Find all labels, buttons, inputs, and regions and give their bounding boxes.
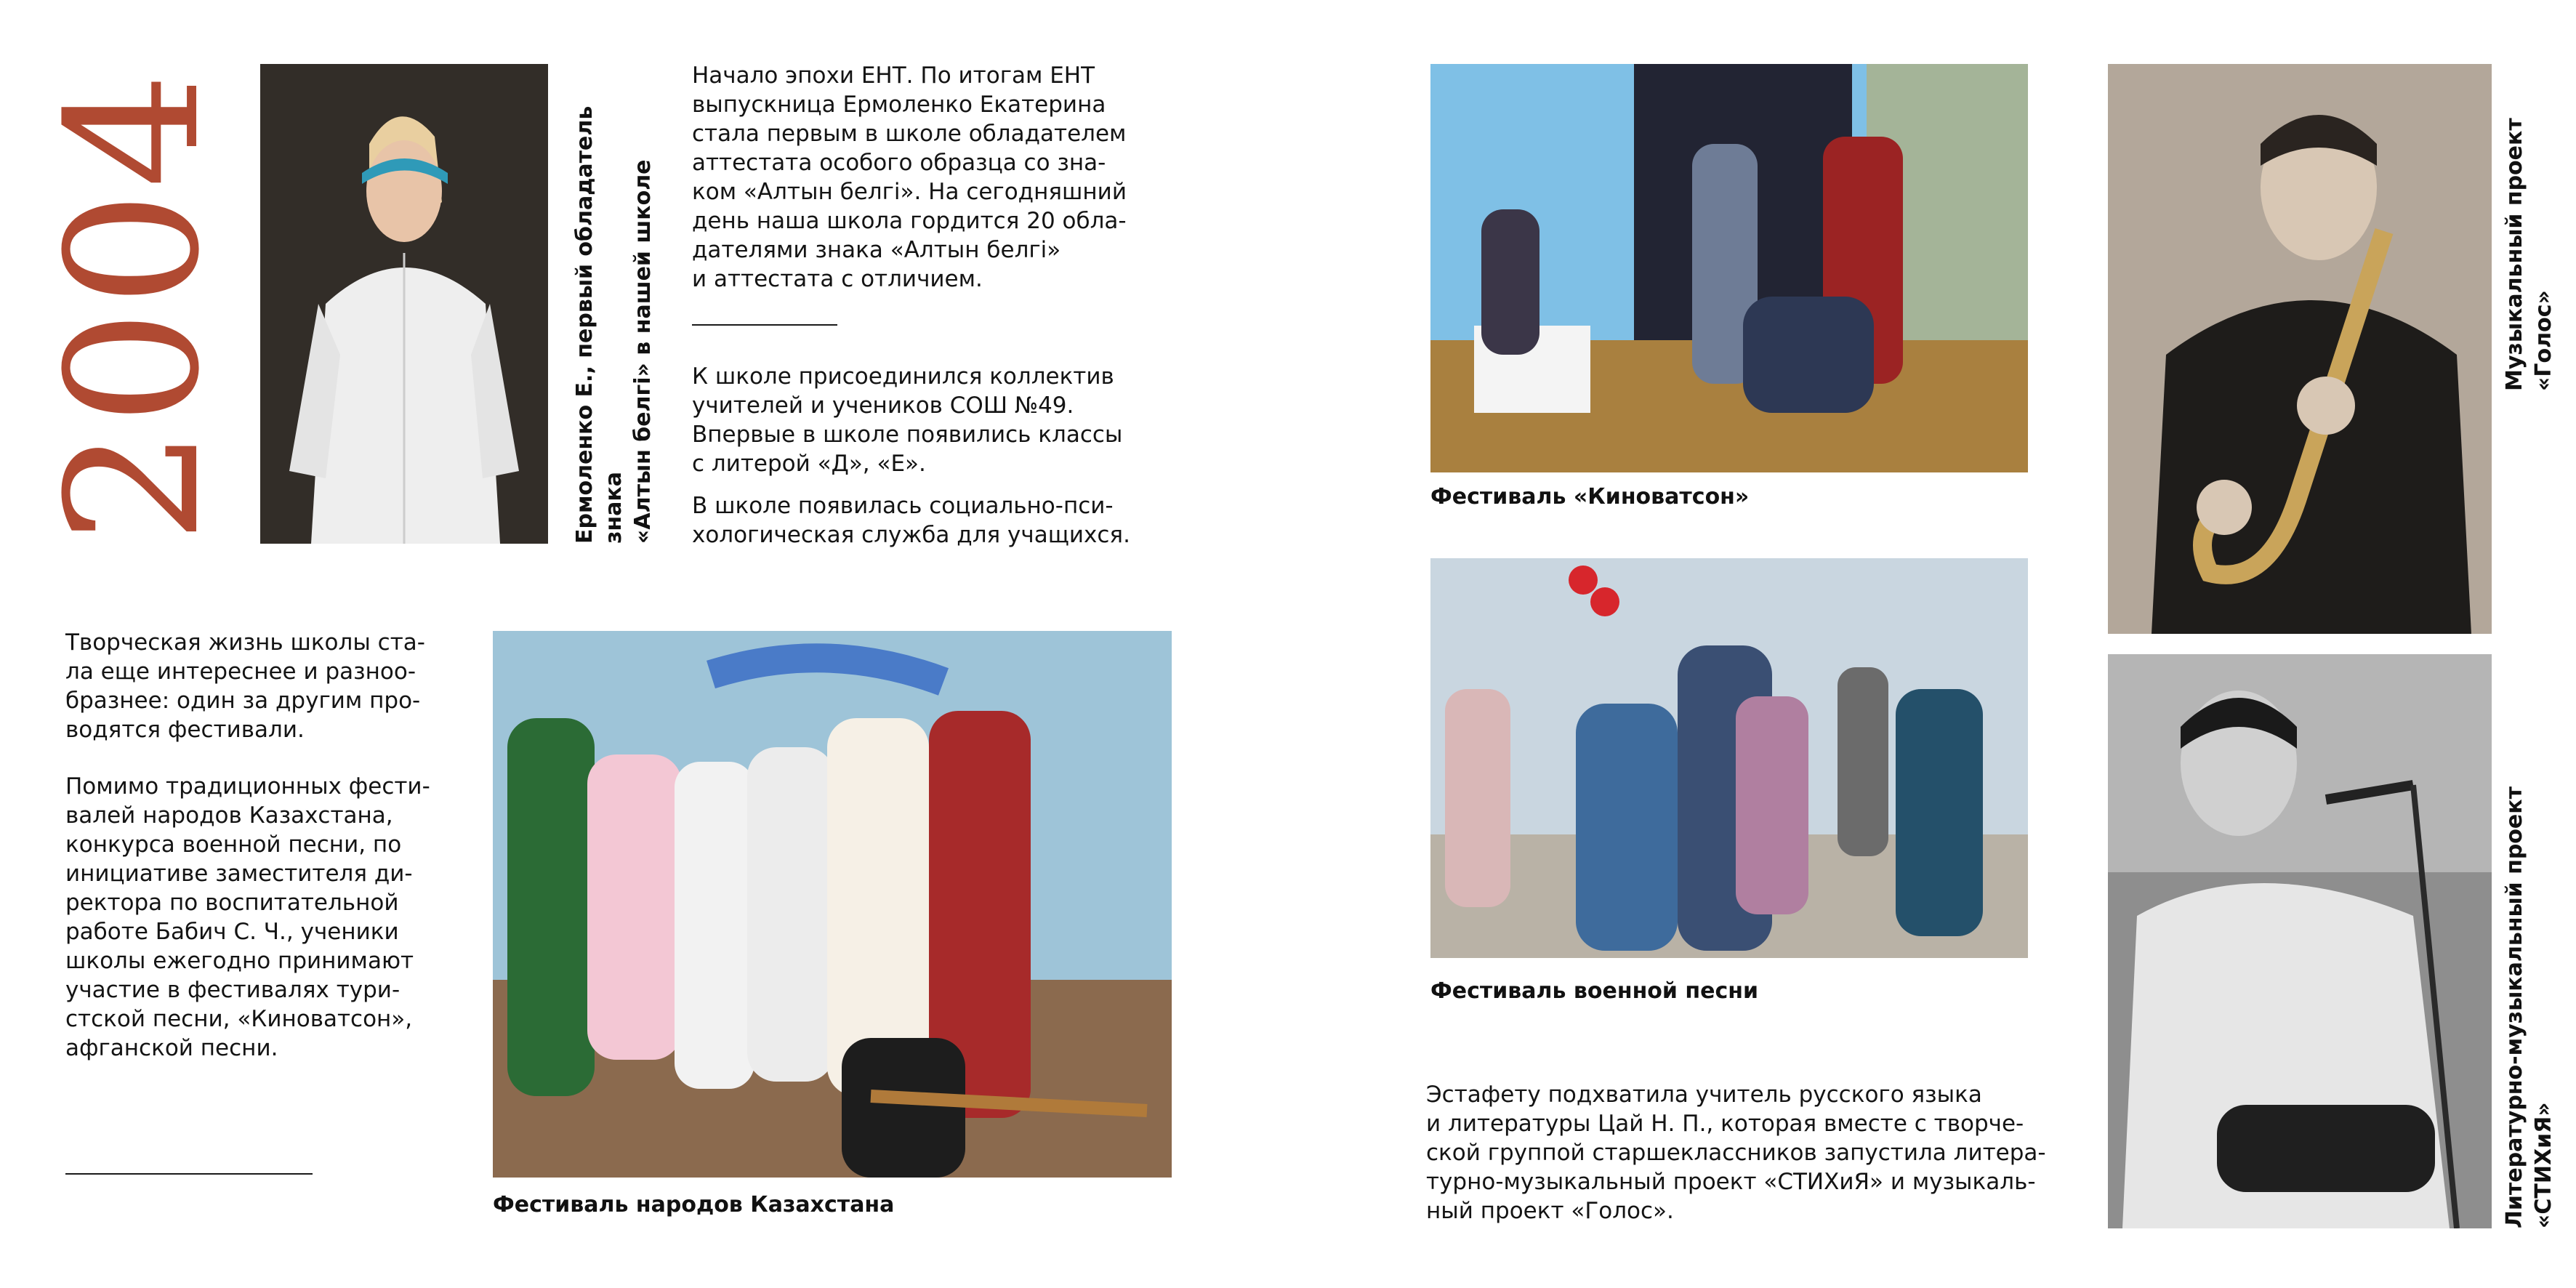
- relay-text: Эстафету подхватила учитель русского языка и литературы Цай Н. П., которая вместе с творче- ской группой старшеклассников запустила литера- турно-музыкальный проект «СТИХиЯ» и музыкаль- ный проект «Голос».: [1426, 1082, 2046, 1224]
- creative-text: Творческая жизнь школы ста- ла еще интереснее и разноо- бразнее: один за другим про- водятся фестивали.: [65, 629, 425, 743]
- golos-caption: Музыкальный проект «Голос»: [2502, 118, 2556, 391]
- military-song-caption: Фестиваль военной песни: [1430, 978, 1758, 1004]
- divider: [692, 324, 837, 326]
- portrait-caption: Ермоленко Е., первый обладатель знака «Алтын белгі» в нашей школе: [572, 105, 656, 544]
- portrait-photo: [260, 64, 548, 544]
- golos-photo: [2108, 64, 2492, 634]
- golos-caption-wrap: [2500, 64, 2559, 634]
- kazakhstan-festival-caption: Фестиваль народов Казахстана: [493, 1192, 895, 1217]
- merge-text: К школе присоединился коллектив учителей и учеников СОШ №49. Впервые в школе появились классы с литерой «Д», «Е».: [692, 363, 1123, 477]
- festivals-text: Помимо традиционных фести- валей народов Казахстана, конкурса военной песни, по инициативе заместителя ди- ректора по воспитательной работе Бабич С. Ч., ученики школы ежегодно принимают участие в фестивалях тури- стской песни, «Киноватсон», афганской песни.: [65, 773, 430, 1061]
- psych-text: В школе появилась социально-пси- хологическая служба для учащихся.: [692, 493, 1130, 548]
- military-song-photo: [1430, 558, 2028, 958]
- kazakhstan-festival-photo: [493, 631, 1172, 1178]
- year-text: 2004: [28, 69, 239, 544]
- kinovatson-photo: [1430, 64, 2028, 472]
- divider: [65, 1173, 313, 1175]
- year-heading: [28, 67, 239, 547]
- stihiya-photo: [2108, 654, 2492, 1228]
- stihiya-caption: Литературно-музыкальный проект «СТИХиЯ»: [2502, 786, 2556, 1228]
- kinovatson-caption: Фестиваль «Киноватсон»: [1430, 484, 1750, 510]
- stihiya-caption-wrap: [2500, 654, 2559, 1228]
- intro-text: Начало эпохи ЕНТ. По итогам ЕНТ выпускница Ермоленко Екатерина стала первым в школе обладателем аттестата особого образца со зна- ком «Алтын белгі». На сегодняшний день наша школа гордится 20 обла- дателями знака «Алтын белгі» и аттестата с отличием.: [692, 63, 1127, 292]
- portrait-caption-wrap: [572, 64, 656, 544]
